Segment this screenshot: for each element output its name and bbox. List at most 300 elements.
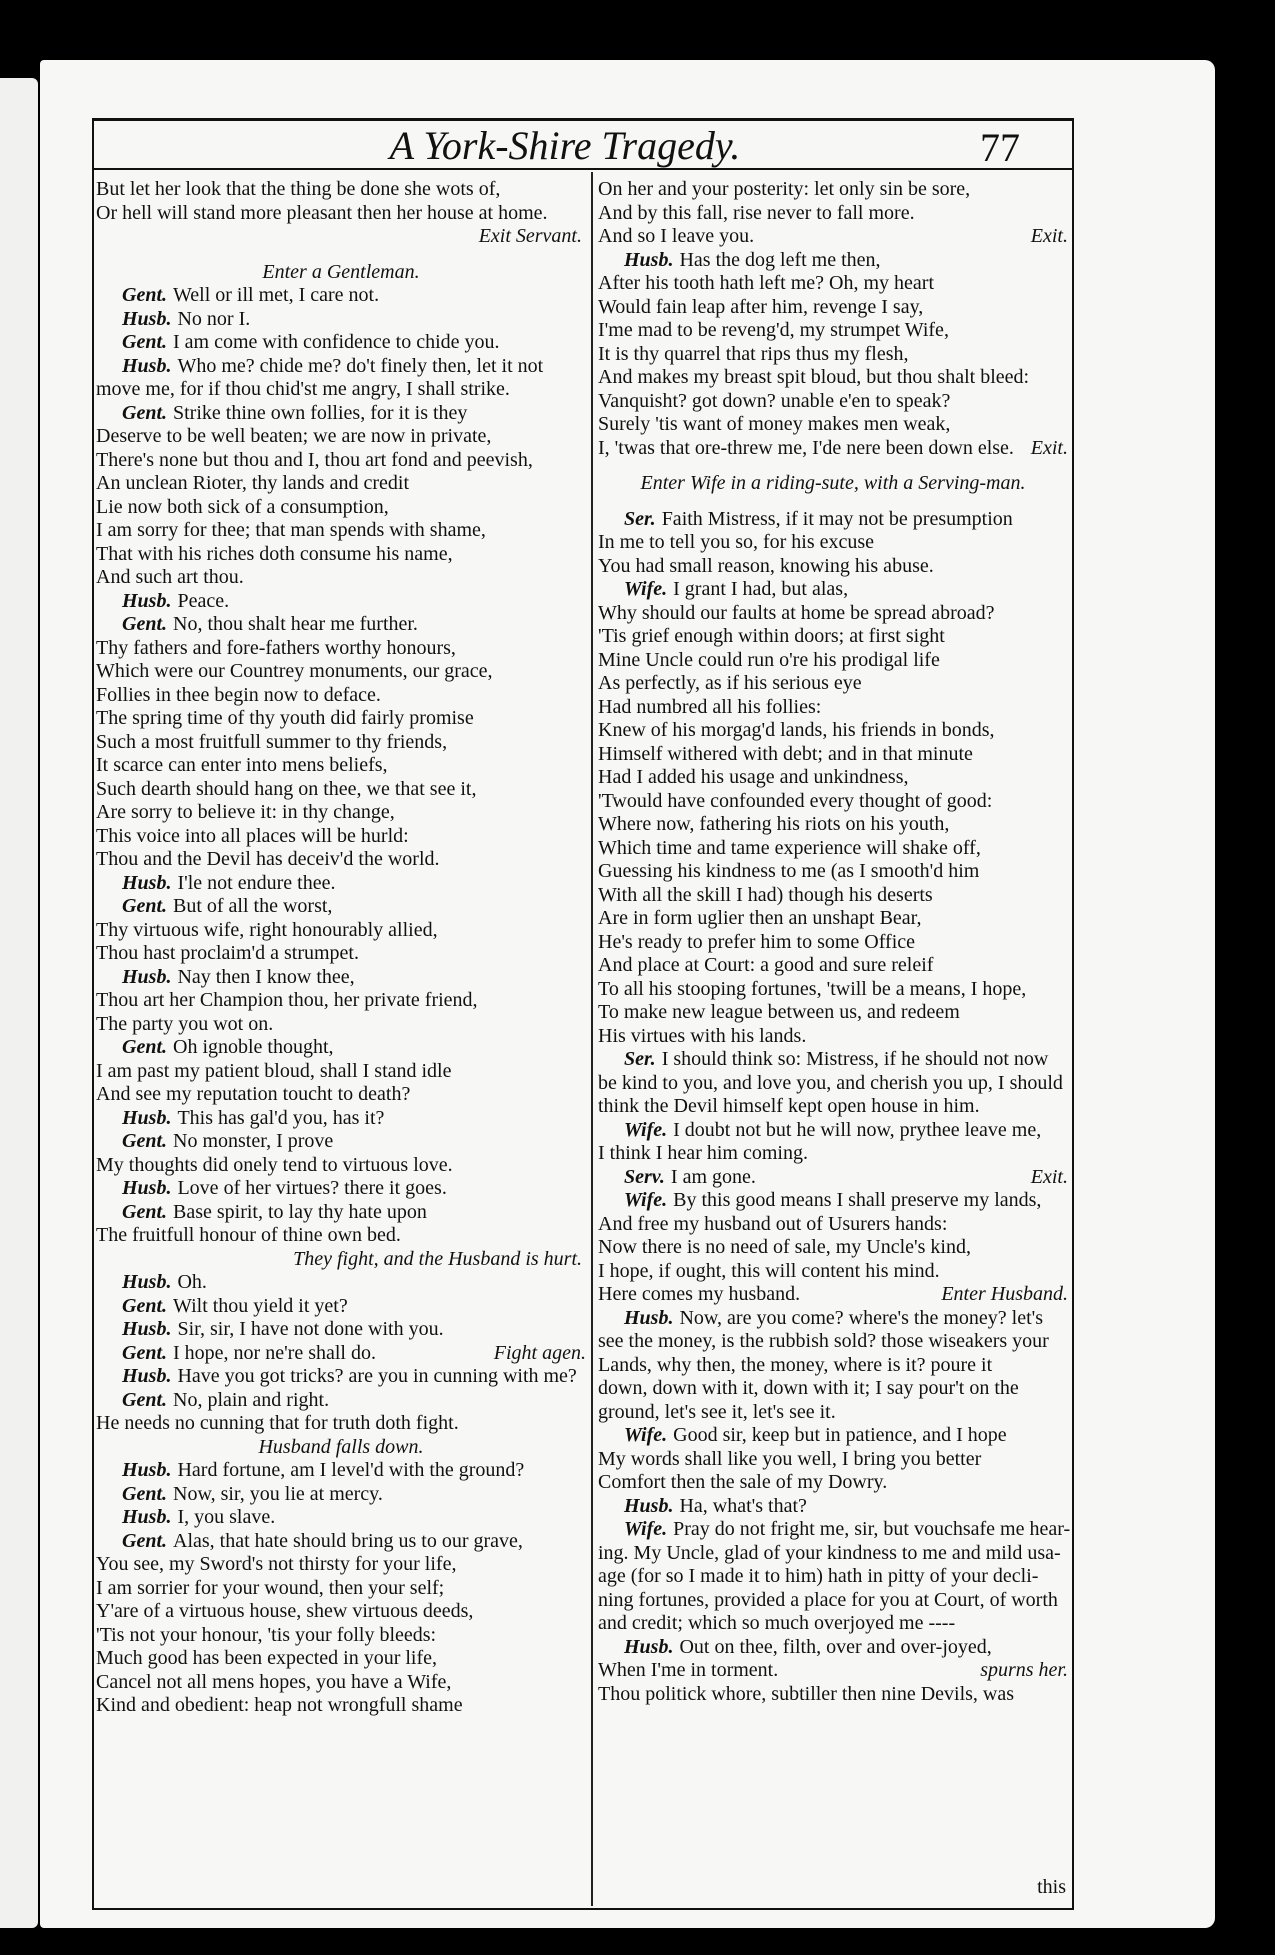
text-line [96,1624,586,1648]
text-line [598,1095,1068,1119]
verse-text: 'Tis not your honour, 'tis your folly bleeds: [96,1623,437,1646]
verse-text: Who me? chide me? do't finely then, let it not [177,354,544,377]
verse-text: Has the dog left me then, [679,248,881,271]
verse-text: To all his stooping fortunes, 'twill be a means, I hope, [598,977,1027,1000]
text-line [96,778,586,802]
text-line [96,566,586,590]
verse-text: Kind and obedient: heap not wrongfull shame [96,1694,463,1716]
text-line [96,1436,586,1460]
text-line [96,660,586,684]
text-line [96,1412,586,1436]
text-line [96,1013,586,1037]
verse-text: My thoughts did onely tend to virtuous love. [96,1153,453,1176]
text-line [96,919,586,943]
verse-text: Peace. [177,589,230,612]
verse-text: I hope, nor ne're shall do. [173,1341,376,1364]
text-line [598,1072,1068,1096]
text-line [96,1248,586,1272]
verse-text: Y'are of a virtuous house, shew virtuous deeds, [96,1600,474,1622]
stage-direction: Enter Wife in a riding-sute, with a Serving-man. [640,472,1026,494]
verse-text: Sir, sir, I have not done with you. [177,1318,444,1340]
text-line [96,731,586,755]
text-line [96,1083,586,1107]
verse-text: 'Twould have confounded every thought of good: [598,789,993,812]
verse-text: Follies in thee begin now to deface. [96,683,381,706]
text-line [598,1542,1068,1566]
text-line [96,637,586,661]
spacer [96,249,586,261]
previous-page-edge [0,78,38,1928]
verse-text: 'Tis grief enough within doors; at first sight [598,625,945,647]
verse-text: Deserve to be well beaten; we are now in private, [96,425,492,447]
verse-text: And place at Court: a good and sure releif [598,954,934,976]
verse-text: No, plain and right. [173,1388,330,1411]
text-line [598,296,1068,320]
verse-text: ground, let's see it, let's see it. [598,1400,836,1423]
speaker-name: Gent. [122,1036,167,1058]
text-line [598,1659,1068,1683]
verse-text: Thy fathers and fore-fathers worthy honours, [96,636,456,659]
text-line [96,1060,586,1084]
text-line [96,1694,586,1718]
verse-text: Or hell will stand more pleasant then her house at home. [96,201,548,224]
verse-text: You see, my Sword's not thirsty for your life, [96,1553,457,1575]
text-line [598,1048,1068,1072]
speaker-name: Gent. [122,1130,167,1152]
stage-direction: Exit. [1030,225,1068,247]
speaker-name: Husb. [122,1506,172,1528]
text-line [598,1330,1068,1354]
text-line [598,696,1068,720]
left-column [96,178,586,1718]
verse-text: By this good means I shall preserve my lands, [673,1189,1042,1211]
spacer [598,496,1068,508]
text-line [598,790,1068,814]
verse-text: Now there is no need of sale, my Uncle's kind, [598,1236,971,1258]
verse-text: This voice into all places will be hurld: [96,824,409,847]
text-line [598,907,1068,931]
verse-text: In me to tell you so, for his excuse [598,531,875,553]
text-line [598,202,1068,226]
verse-text: Love of her virtues? there it goes. [177,1177,447,1199]
verse-text: Which time and tame experience will shake off, [598,836,981,859]
verse-text: ing. My Uncle, glad of your kindness to me and mild usa- [598,1541,1061,1564]
verse-text: And by this fall, rise never to fall more. [598,201,915,224]
text-line [96,519,586,543]
text-line [598,978,1068,1002]
speaker-name: Husb. [122,1318,172,1340]
text-line [96,543,586,567]
verse-text: be kind to you, and love you, and cherish you up, I should [598,1071,1063,1094]
verse-text: see the money, is the rubbish sold? those wiseakers your [598,1330,1049,1352]
text-line [96,402,586,426]
verse-text: But let her look that the thing be done she wots of, [96,178,501,200]
verse-text: And free my husband out of Usurers hands: [598,1212,948,1235]
speaker-name: Gent. [122,613,167,635]
text-line [598,437,1068,461]
verse-text: ning fortunes, provided a place for you at Court, of worth [598,1588,1058,1611]
verse-text: The fruitfull honour of thine own bed. [96,1224,401,1246]
verse-text: Out on thee, filth, over and over-joyed, [679,1635,992,1658]
text-line [96,355,586,379]
verse-text: Himself withered with debt; and in that minute [598,742,973,765]
verse-text: On her and your posterity: let only sin be sore, [598,178,971,200]
stage-direction: Exit. [1030,1165,1068,1188]
text-line [598,343,1068,367]
verse-text: Now, are you come? where's the money? let's [679,1306,1044,1329]
verse-text: Thy virtuous wife, right honourably allied, [96,918,438,941]
text-line [96,1389,586,1413]
speaker-name: Wife. [624,1189,668,1211]
text-line [598,743,1068,767]
frame-rule-right [1072,118,1074,1910]
verse-text: After his tooth hath left me? Oh, my heart [598,272,935,294]
text-line [96,1530,586,1554]
verse-text: Now, sir, you lie at mercy. [173,1482,383,1505]
speaker-name: Husb. [624,1494,674,1517]
verse-text: Are in form uglier then an unshapt Bear, [598,907,922,929]
verse-text: I am past my patient bloud, shall I stand idle [96,1059,452,1082]
verse-text: Thou art her Champion thou, her private friend, [96,989,478,1011]
speaker-name: Gent. [122,1529,167,1552]
text-line [598,860,1068,884]
text-line [96,895,586,919]
verse-text: I, you slave. [177,1506,276,1528]
text-line [598,1683,1068,1707]
verse-text: Such dearth should hang on thee, we that see it, [96,777,477,800]
speaker-name: Husb. [624,1635,674,1658]
text-line [96,331,586,355]
stage-direction: Fight agen. [493,1341,586,1364]
verse-text: and credit; which so much overjoyed me ---- [598,1612,956,1634]
text-line [96,1506,586,1530]
verse-text: Thou hast proclaim'd a strumpet. [96,942,359,964]
text-line [598,1354,1068,1378]
text-line [598,319,1068,343]
text-line [96,261,586,285]
text-line [96,754,586,778]
verse-text: Ha, what's that? [679,1494,807,1517]
text-line [598,884,1068,908]
text-line [598,1424,1068,1448]
stage-direction: They fight, and the Husband is hurt. [293,1247,582,1270]
verse-text: age (for so I made it to him) hath in pitty of your decli- [598,1565,1039,1587]
speaker-name: Wife. [624,1518,668,1540]
verse-text: There's none but thou and I, thou art fond and peevish, [96,448,533,471]
text-line [96,590,586,614]
text-line [96,1177,586,1201]
text-line [96,684,586,708]
speaker-name: Gent. [122,1388,167,1411]
speaker-name: Husb. [624,1306,674,1329]
text-line [598,225,1068,249]
speaker-name: Gent. [122,331,167,353]
verse-text: I hope, if ought, this will content his mind. [598,1259,940,1282]
verse-text: I am sorry for thee; that man spends with shame, [96,519,486,541]
text-line [598,625,1068,649]
verse-text: He needs no cunning that for truth doth fight. [96,1412,459,1434]
text-line [598,1448,1068,1472]
text-line [598,1001,1068,1025]
verse-text: Vanquisht? got down? unable e'en to speak? [598,389,951,412]
verse-text: Lie now both sick of a consumption, [96,495,389,518]
text-line [598,1166,1068,1190]
text-line [598,578,1068,602]
speaker-name: Husb. [122,1106,172,1129]
verse-text: Thou and the Devil has deceiv'd the world. [96,848,440,870]
frame-rule-bottom [92,1908,1074,1910]
text-line [598,1565,1068,1589]
stage-direction: Exit. [1030,436,1068,459]
text-line [598,366,1068,390]
text-line [96,496,586,520]
verse-text: Have you got tricks? are you in cunning with me? [177,1365,577,1387]
verse-text: Good sir, keep but in patience, and I hope [673,1424,1007,1446]
text-line [598,1119,1068,1143]
verse-text: Had I added his usage and unkindness, [598,766,909,788]
verse-text: No, thou shalt hear me further. [173,613,418,635]
text-line [598,1283,1068,1307]
text-line [598,719,1068,743]
text-line [598,1471,1068,1495]
stage-direction: Exit Servant. [478,225,582,247]
verse-text: My words shall like you well, I bring you better [598,1447,982,1470]
text-line [598,837,1068,861]
text-line [96,1459,586,1483]
text-line [598,954,1068,978]
speaker-name: Husb. [122,1271,172,1293]
verse-text: To make new league between us, and redeem [598,1001,960,1023]
verse-text: I am gone. [670,1165,756,1188]
verse-text: It scarce can enter into mens beliefs, [96,754,388,776]
text-line [96,1600,586,1624]
text-line [598,1495,1068,1519]
text-line [598,1518,1071,1542]
verse-text: And so I leave you. [598,225,755,247]
text-line [96,1154,586,1178]
text-line [96,942,586,966]
speaker-name: Wife. [624,1118,668,1141]
text-line [96,1647,586,1671]
running-title: A York-Shire Tragedy. [389,123,741,168]
text-line [598,649,1068,673]
right-column [598,178,1071,1706]
verse-text: Well or ill met, I care not. [173,284,380,306]
text-line [96,801,586,825]
text-line [598,249,1068,273]
text-line [598,672,1068,696]
text-line [96,1224,586,1248]
text-line [96,425,586,449]
text-line [598,1025,1068,1049]
verse-text: This has gal'd you, has it? [177,1106,385,1129]
speaker-name: Husb. [122,965,172,988]
text-line [598,1236,1068,1260]
verse-text: Thou politick whore, subtiller then nine Devils, was [598,1682,1015,1705]
speaker-name: Wife. [624,578,668,600]
verse-text: down, down with it, down with it; I say pour't on the [598,1377,1019,1399]
text-line [96,825,586,849]
speaker-name: Wife. [624,1424,668,1446]
verse-text: Comfort then the sale of my Dowry. [598,1471,888,1493]
verse-text: Alas, that hate should bring us to our grave, [173,1529,523,1552]
text-line [96,1318,586,1342]
text-line [96,1130,586,1154]
verse-text: Wilt thou yield it yet? [173,1294,348,1317]
text-line [96,308,586,332]
verse-text: And see my reputation toucht to death? [96,1083,411,1105]
text-line [96,989,586,1013]
text-line [598,1260,1068,1284]
verse-text: An unclean Rioter, thy lands and credit [96,472,409,494]
stage-direction: Enter Husband. [941,1283,1068,1305]
text-line [96,284,586,308]
spacer [598,460,1068,472]
text-line [598,178,1068,202]
text-line [598,1307,1068,1331]
text-line [96,472,586,496]
text-line [96,848,586,872]
speaker-name: Serv. [624,1165,665,1188]
verse-text: I'le not endure thee. [177,871,336,894]
text-line [96,872,586,896]
verse-text: Hard fortune, am I level'd with the ground? [177,1459,525,1481]
text-line [96,449,586,473]
verse-text: I think I hear him coming. [598,1142,808,1164]
text-line [598,508,1068,532]
text-line [598,1142,1068,1166]
text-line [598,1636,1068,1660]
verse-text: Nay then I know thee, [177,965,355,988]
verse-text: No nor I. [177,307,251,330]
text-line [598,272,1068,296]
verse-text: move me, for if thou chid'st me angry, I shall strike. [96,378,510,400]
verse-text: His virtues with his lands. [598,1024,807,1047]
verse-text: Had numbred all his follies: [598,695,822,718]
verse-text: The spring time of thy youth did fairly promise [96,707,474,729]
speaker-name: Gent. [122,1200,167,1223]
text-line [96,378,586,402]
verse-text: And makes my breast spit bloud, but thou shalt bleed: [598,366,1030,388]
verse-text: Oh. [177,1271,207,1293]
text-line [598,1589,1068,1613]
verse-text: You had small reason, knowing his abuse. [598,554,934,577]
verse-text: Faith Mistress, if it may not be presumption [661,507,1013,530]
verse-text: But of all the worst, [173,895,333,917]
stage-direction: Husband falls down. [258,1435,424,1458]
text-line [96,1671,586,1695]
text-line [96,1107,586,1131]
speaker-name: Husb. [122,354,172,377]
verse-text: Oh ignoble thought, [173,1036,334,1058]
text-line [96,225,586,249]
text-line [96,178,586,202]
verse-text: That with his riches doth consume his name, [96,542,453,565]
column-divider [591,172,593,1906]
verse-text: I am sorrier for your wound, then your self; [96,1576,445,1599]
verse-text: Pray do not fright me, sir, but vouchsafe me hear- [673,1518,1071,1540]
speaker-name: Husb. [122,871,172,894]
verse-text: Why should our faults at home be spread abroad? [598,601,995,624]
verse-text: Mine Uncle could run o're his prodigal life [598,648,940,671]
speaker-name: Ser. [624,507,656,530]
verse-text: Here comes my husband. [598,1283,801,1305]
speaker-name: Gent. [122,1482,167,1505]
text-line [96,966,586,990]
verse-text: No monster, I prove [173,1130,334,1152]
speaker-name: Gent. [122,1341,167,1364]
text-line [96,1483,586,1507]
verse-text: When I'me in torment. [598,1659,779,1681]
text-line [96,707,586,731]
text-line [598,472,1068,496]
verse-text: He's ready to prefer him to some Office [598,930,916,953]
verse-text: Which were our Countrey monuments, our grace, [96,660,493,682]
page-number: 77 [980,125,1020,170]
text-line [96,202,586,226]
verse-text: think the Devil himself kept open house in him. [598,1095,980,1117]
text-line [598,1377,1068,1401]
verse-text: It is thy quarrel that rips thus my flesh, [598,342,909,365]
text-line [598,1612,1068,1636]
verse-text: Such a most fruitfull summer to thy friends, [96,730,448,753]
verse-text: Guessing his kindness to me (as I smooth'd him [598,860,980,882]
speaker-name: Husb. [122,1365,172,1387]
speaker-name: Gent. [122,1294,167,1317]
text-line [598,1401,1068,1425]
verse-text: Much good has been expected in your life, [96,1647,438,1669]
text-line [598,390,1068,414]
text-line [96,1271,586,1295]
text-line [96,1553,586,1577]
text-line [96,1201,586,1225]
text-line [96,613,586,637]
text-line [96,1295,586,1319]
verse-text: Would fain leap after him, revenge I say, [598,295,924,318]
verse-text: Base spirit, to lay thy hate upon [173,1200,427,1223]
verse-text: I'me mad to be reveng'd, my strumpet Wife, [598,319,949,341]
verse-text: Are sorry to believe it: in thy change, [96,801,395,823]
text-line [96,1036,586,1060]
text-line [598,413,1068,437]
text-line [96,1365,586,1389]
verse-text: The party you wot on. [96,1012,274,1035]
text-line [598,1213,1068,1237]
text-line [598,766,1068,790]
verse-text: With all the skill I had) though his deserts [598,883,933,906]
text-line [598,602,1068,626]
verse-text: Surely 'tis want of money makes men weak, [598,413,951,435]
verse-text: I grant I had, but alas, [673,578,849,600]
text-line [598,1189,1068,1213]
verse-text: I am come with confidence to chide you. [173,331,500,353]
text-line [598,555,1068,579]
speaker-name: Gent. [122,895,167,917]
verse-text: Where now, fathering his riots on his youth, [598,813,950,835]
text-line [96,1342,586,1366]
verse-text: Strike thine own follies, for it is they [173,401,468,424]
verse-text: As perfectly, as if his serious eye [598,672,862,694]
verse-text: Knew of his morgag'd lands, his friends in bonds, [598,719,995,741]
verse-text: And such art thou. [96,566,244,588]
speaker-name: Ser. [624,1048,656,1070]
frame-rule-left [92,118,94,1910]
verse-text: I should think so: Mistress, if he should not now [661,1048,1049,1070]
text-line [96,1577,586,1601]
speaker-name: Husb. [624,248,674,271]
verse-text: I doubt not but he will now, prythee leave me, [673,1118,1042,1141]
speaker-name: Husb. [122,1177,172,1199]
